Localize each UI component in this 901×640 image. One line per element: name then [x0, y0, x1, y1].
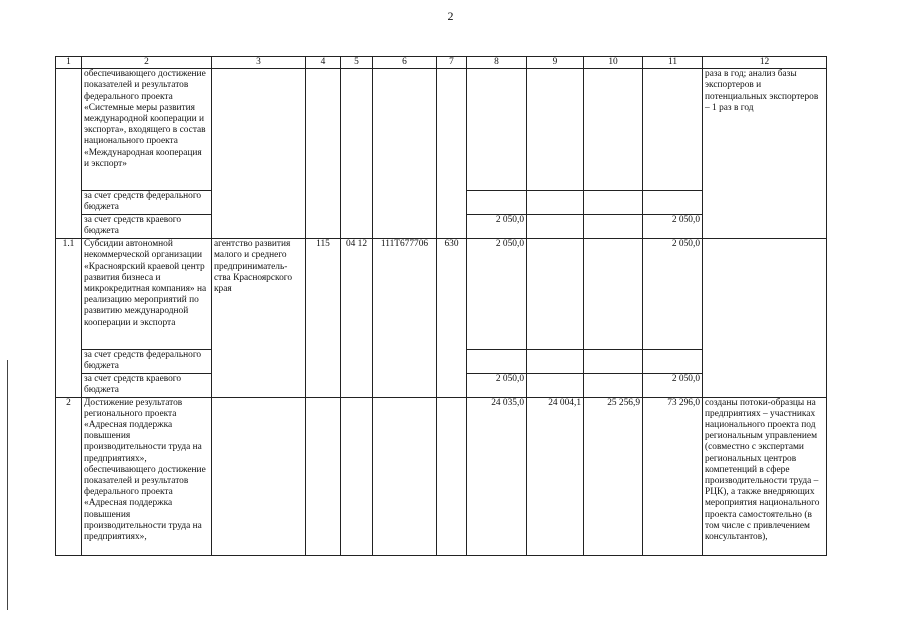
header-cell: 10 — [584, 57, 643, 69]
table-row — [56, 239, 827, 350]
row-cont-name: обеспечивающего достижение показателей и результатов федерального проекта «Системные меры развития международной кооперации и экспорта», входящего в состав национального проекта «Международная кооперация и экспорт» — [82, 69, 212, 191]
header-cell: 3 — [212, 57, 306, 69]
header-cell: 1 — [56, 57, 82, 69]
header-cell: 9 — [527, 57, 584, 69]
row-1-1-name: Субсидии автономной некоммерческой организации «Красноярский краевой центр развития бизнеса и микрокредитная компания» на реализацию мероприятий по развитию международной кооперации и экспорта — [82, 239, 212, 350]
row-1-1-grbs: 115 — [306, 239, 341, 397]
row-cont-reg-label: за счет средств краевого бюджета — [82, 215, 212, 239]
header-cell: 11 — [643, 57, 703, 69]
row-1-1-c8: 2 050,0 — [467, 239, 527, 350]
budget-table — [55, 56, 827, 556]
row-2-c11: 73 296,0 — [643, 397, 703, 555]
row-2-name: Достижение результатов регионального проекта «Адресная поддержка повышения производительности труда на предприятиях», обеспечивающего достижение показателей и результатов федерального проекта «Адресная поддержка повышения производительности труда на предприятиях», — [82, 397, 212, 555]
header-cell: 7 — [437, 57, 467, 69]
row-1-1-rzpr: 04 12 — [341, 239, 373, 397]
header-cell: 4 — [306, 57, 341, 69]
header-cell: 6 — [373, 57, 437, 69]
header-cell: 12 — [703, 57, 827, 69]
row-1-1-fed-label: за счет средств федерального бюджета — [82, 350, 212, 374]
row-2-result: созданы потоки-образцы на предприятиях – участниках национального проекта под региональным управлением (совместно с экспертами региональных центров компетенций в сфере производительности труда – РЦК), а также внедряющих мероприятия национального проекта самостоятельно (в том числе с привлечением консультантов), — [703, 397, 827, 555]
header-cell: 5 — [341, 57, 373, 69]
row-1-1-csr: 111Т677706 — [373, 239, 437, 397]
row-1-1-executor: агентство развития малого и среднего предприниматель-ства Красноярского края — [212, 239, 306, 397]
row-2-num: 2 — [56, 397, 82, 555]
header-row — [56, 57, 827, 69]
row-1-1-reg-c8: 2 050,0 — [467, 374, 527, 397]
row-1-1-reg-label: за счет средств краевого бюджета — [82, 374, 212, 397]
header-cell: 2 — [82, 57, 212, 69]
row-cont-reg-c11: 2 050,0 — [643, 215, 703, 239]
table-row — [56, 69, 827, 191]
margin-line — [7, 360, 8, 610]
page-number: 2 — [447, 9, 454, 23]
row-cont-fed-label: за счет средств федерального бюджета — [82, 191, 212, 215]
row-2-c8: 24 035,0 — [467, 397, 527, 555]
row-1-1-num: 1.1 — [56, 239, 82, 397]
row-cont-result: раза в год; анализ базы экспортеров и потенциальных экспортеров – 1 раз в год — [703, 69, 827, 239]
header-cell: 8 — [467, 57, 527, 69]
row-cont-reg-c8: 2 050,0 — [467, 215, 527, 239]
row-2-c9: 24 004,1 — [527, 397, 584, 555]
row-1-1-vr: 630 — [437, 239, 467, 397]
row-1-1-c11: 2 050,0 — [643, 239, 703, 350]
table-row — [56, 397, 827, 555]
row-2-c10: 25 256,9 — [584, 397, 643, 555]
row-1-1-reg-c11: 2 050,0 — [643, 374, 703, 397]
